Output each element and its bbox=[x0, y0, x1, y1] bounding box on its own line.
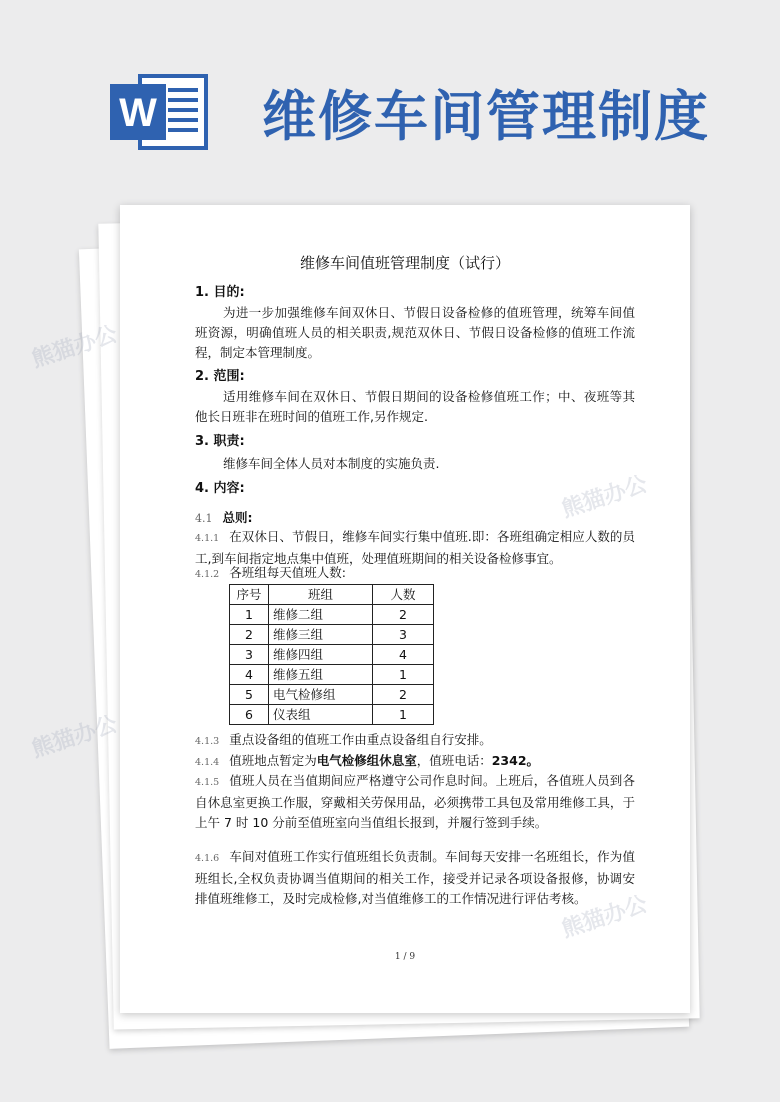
item-number: 4.1.4 bbox=[195, 757, 220, 768]
section-3-body: 维修车间全体人员对本制度的实施负责. bbox=[223, 456, 440, 471]
document-title: 维修车间值班管理制度（试行） bbox=[299, 254, 510, 272]
section-2-heading: 2. 范围: bbox=[195, 369, 245, 384]
watermark: 熊猫办公 bbox=[558, 891, 651, 943]
item-text: 重点设备组的值班工作由重点设备组自行安排。 bbox=[229, 732, 492, 747]
word-icon bbox=[110, 70, 210, 154]
item-text: 车间对值班工作实行值班组长负责制。车间每天安排一名班组长，作为值班组长,全权负责协调当值期间的相关工作，接受并记录各项设备报修，协调安排值班维修工，及时完成检修,对当值维修工的工作情况进行评估考核。 bbox=[195, 849, 635, 906]
subsection-4-1 bbox=[195, 508, 253, 529]
table-row: 6 仪表组 1 bbox=[230, 705, 434, 725]
watermark: 熊猫办公 bbox=[28, 711, 121, 763]
section-3-heading: 3. 职责: bbox=[195, 434, 245, 449]
logo-letter: W bbox=[119, 91, 157, 135]
page-number: 1 / 9 bbox=[394, 952, 416, 962]
subsection-number: 4.1 bbox=[195, 512, 213, 525]
section-1-heading: 1. 目的: bbox=[195, 285, 245, 300]
section-4-heading: 4. 内容: bbox=[195, 481, 245, 496]
section-2-body: 适用维修车间在双休日、节假日期间的设备检修值班工作；中、夜班等其他长日班非在班时间的值班工作,另作规定. bbox=[195, 389, 635, 424]
duty-location: 电气检修组休息室 bbox=[316, 753, 417, 768]
watermark: 熊猫办公 bbox=[558, 471, 651, 523]
table-row: 2 维修三组 3 bbox=[230, 625, 434, 645]
item-number: 4.1.5 bbox=[195, 777, 220, 788]
table-row: 1 维修二组 2 bbox=[230, 605, 434, 625]
banner-title: 维修车间管理制度 bbox=[262, 85, 710, 148]
table-header-row bbox=[230, 585, 434, 605]
table-row: 3 维修四组 4 bbox=[230, 645, 434, 665]
duty-phone: 2342。 bbox=[491, 753, 540, 768]
section-1-body: 为进一步加强维修车间双休日、节假日设备检修的值班管理，统筹车间值班资源，明确值班人员的相关职责,规范双休日、节假日设备检修的值班工作流程，制定本管理制度。 bbox=[195, 305, 635, 360]
duty-roster-table bbox=[229, 584, 434, 725]
subsection-label: 总则: bbox=[222, 510, 253, 525]
item-4-1-4: 4.1.4 值班地点暂定为电气检修组休息室，值班电话：2342。 bbox=[195, 753, 540, 768]
item-text: 在双休日、节假日，维修车间实行集中值班.即：各班组确定相应人数的员工,到车间指定地点集中值班，处理值班期间的相关设备检修事宜。 bbox=[195, 529, 635, 566]
item-number: 4.1.2 bbox=[195, 569, 220, 580]
item-text: 值班人员在当值期间应严格遵守公司作息时间。上班后，各值班人员到各自休息室更换工作服，穿戴相关劳保用品，必须携带工具包及常用维修工具，于上午 7 时 10 分前至值班室向当值组长报到，并履行签到手续。 bbox=[195, 773, 635, 830]
document-page bbox=[120, 205, 690, 1013]
item-number: 4.1.1 bbox=[195, 533, 220, 544]
item-number: 4.1.6 bbox=[195, 853, 220, 864]
header-cell: 序号 bbox=[230, 585, 269, 605]
item-4-1-2 bbox=[195, 563, 635, 585]
table-row: 5 电气检修组 2 bbox=[230, 685, 434, 705]
item-4-1-3 bbox=[195, 730, 635, 752]
header-cell: 班组 bbox=[269, 585, 373, 605]
item-text: 各班组每天值班人数: bbox=[229, 565, 346, 580]
watermark: 熊猫办公 bbox=[28, 321, 121, 373]
item-4-1-6 bbox=[195, 847, 635, 909]
item-4-1-5 bbox=[195, 771, 635, 833]
header-cell: 人数 bbox=[373, 585, 434, 605]
table-row: 4 维修五组 1 bbox=[230, 665, 434, 685]
item-number: 4.1.3 bbox=[195, 736, 220, 747]
